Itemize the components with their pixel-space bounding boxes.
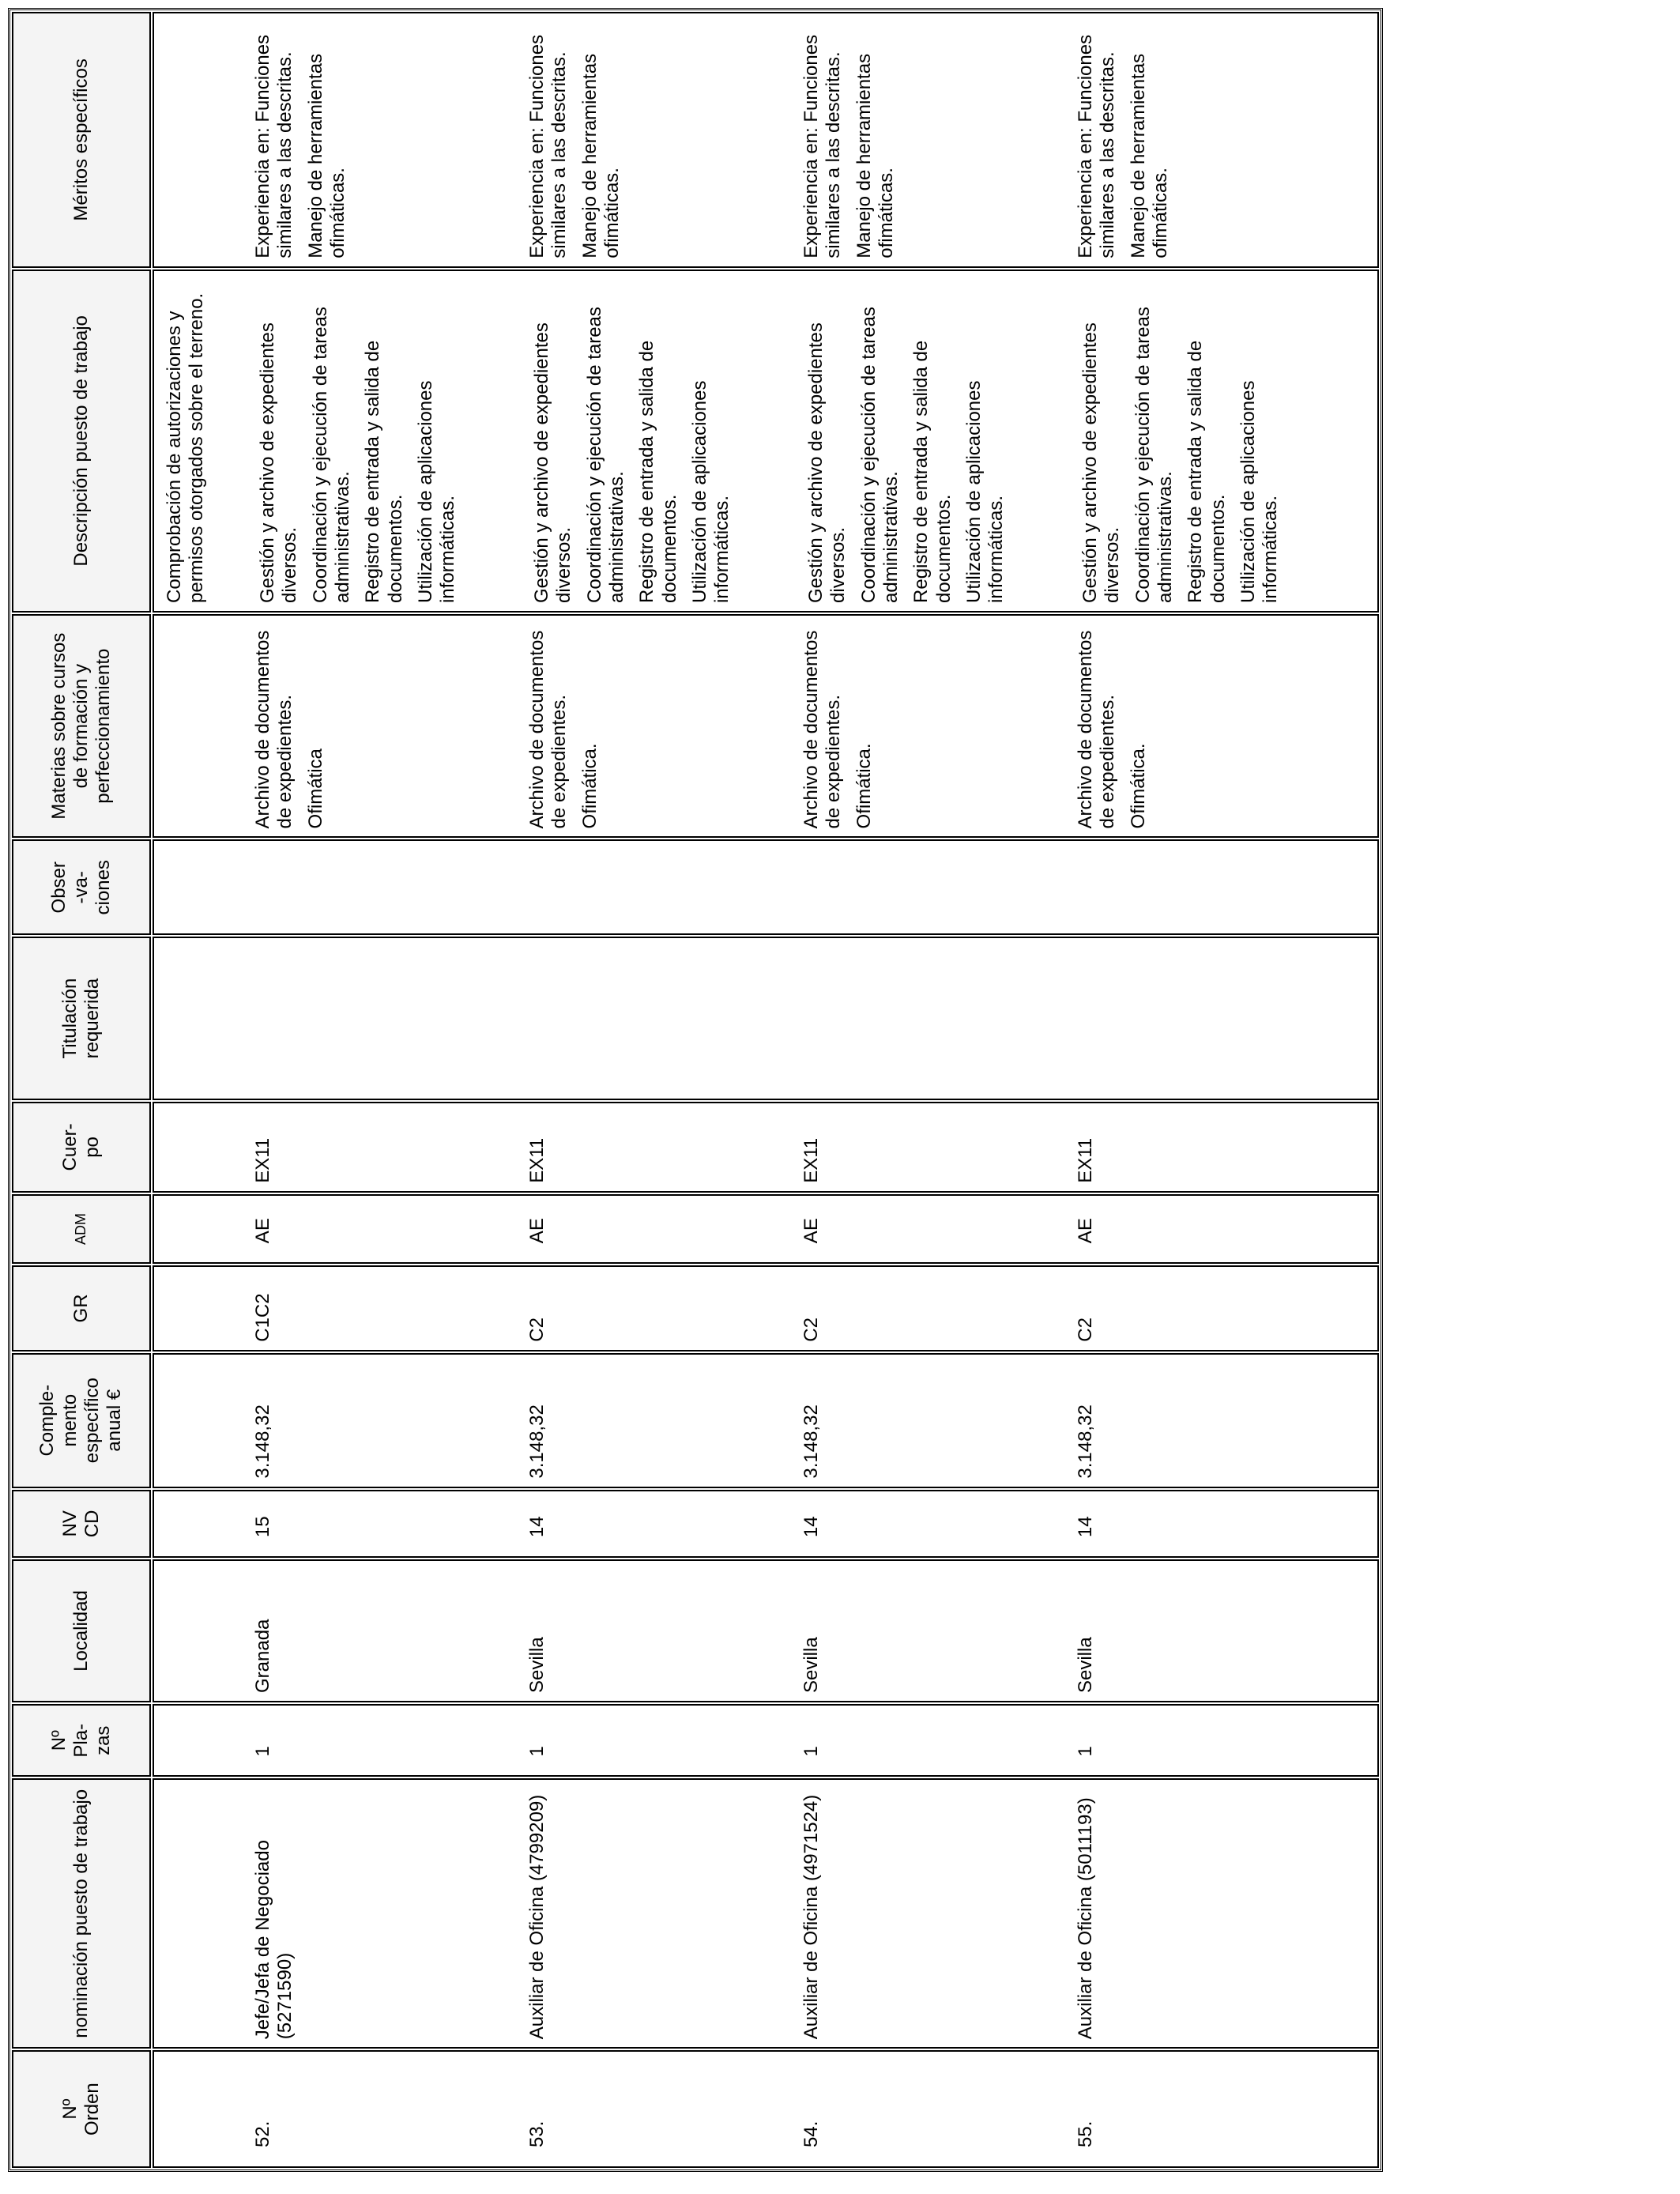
descripcion-item: Gestión y archivo de expedientes diversos. [1079, 322, 1124, 603]
merito-item: Manejo de herramientas ofimáticas. [578, 53, 623, 258]
block-0-nivel: 15 [252, 1516, 273, 1538]
block-3-plazas: 1 [1075, 1746, 1096, 1757]
col-materias [153, 614, 1379, 838]
block-0-meritos [252, 21, 526, 258]
descripcion-item: Utilización de aplicaciones informáticas. [688, 380, 733, 603]
col-denominacion [153, 1778, 1379, 2049]
descripcion-item: Registro de entrada y salida de documentos. [1185, 340, 1229, 603]
header-titulacion: Titulación requerida [12, 937, 151, 1100]
materia-item: Ofimática [304, 748, 326, 829]
block-2-nivel: 14 [800, 1516, 822, 1538]
block-3-complemento: 3.148,32 [1075, 1404, 1096, 1479]
block-2-descripcion [805, 279, 1079, 603]
merito-item: Experiencia en: Funciones similares a las descritas. [1075, 34, 1119, 258]
materia-item: Archivo de documentos de expedientes. [252, 630, 296, 829]
block-1-localidad: Sevilla [526, 1637, 548, 1693]
block-2-plazas: 1 [800, 1746, 822, 1757]
header-grupo: GR [12, 1265, 151, 1351]
materia-item: Ofimática. [578, 743, 601, 829]
top-description-text: Comprobación de autorizaciones y permisos otorgados sobre el terreno. [164, 292, 208, 603]
block-0-observaciones [252, 849, 526, 925]
descripcion-item: Coordinación y ejecución de tareas administrativas. [309, 307, 353, 603]
descripcion-item: Utilización de aplicaciones informáticas. [962, 380, 1008, 603]
block-0-localidad: Granada [252, 1619, 273, 1693]
descripcion-item: Gestión y archivo de expedientes diversos. [805, 322, 849, 603]
col-titulacion [153, 937, 1379, 1100]
block-0-plazas: 1 [252, 1746, 273, 1757]
block-2-materias [800, 624, 1075, 828]
header-orden: Nº Orden [12, 2050, 151, 2168]
block-3-denominacion: Auxiliar de Oficina (5011193) [1075, 1797, 1096, 2040]
block-0-denominacion: Jefe/Jefa de Negociado (5271590) [252, 1840, 296, 2040]
descripcion-item: Gestión y archivo de expedientes diversos. [257, 322, 301, 603]
col-meritos [153, 12, 1379, 268]
block-1-cuerpo: EX11 [526, 1137, 548, 1183]
block-1-complemento: 3.148,32 [526, 1404, 548, 1479]
block-1-grupo: C2 [526, 1318, 548, 1342]
block-1-denominacion: Auxiliar de Oficina (4799209) [526, 1794, 548, 2040]
block-0-complemento: 3.148,32 [252, 1404, 273, 1479]
block-3-adm: AE [1075, 1218, 1096, 1244]
block-3-orden: 55. [1075, 2120, 1096, 2147]
body-row [153, 12, 1379, 2168]
block-3-materias [1075, 624, 1150, 828]
header-localidad: Localidad [12, 1559, 151, 1702]
header-adm: ADM [12, 1194, 151, 1264]
materia-item: Archivo de documentos de expedientes. [800, 630, 845, 829]
block-1-materias [526, 624, 800, 828]
block-3-descripcion [1079, 279, 1283, 603]
block-1-adm: AE [526, 1218, 548, 1244]
col-cuerpo [153, 1102, 1379, 1193]
materia-item: Ofimática. [853, 743, 875, 829]
descripcion-item: Gestión y archivo de expedientes diversos. [531, 322, 575, 603]
block-3-localidad: Sevilla [1075, 1637, 1096, 1693]
materia-item: Ofimática. [1127, 743, 1149, 829]
descripcion-item: Coordinación y ejecución de tareas administrativas. [583, 307, 627, 603]
block-1-titulacion [526, 946, 800, 1091]
header-plazas: Nº Pla- zas [12, 1704, 151, 1777]
block-0-titulacion [252, 946, 526, 1091]
block-0-grupo: C1C2 [252, 1293, 273, 1342]
block-2-complemento: 3.148,32 [800, 1404, 822, 1479]
header-materias: Materias sobre cursos de formación y perfeccionamiento [12, 614, 151, 838]
block-2-denominacion: Auxiliar de Oficina (4971524) [800, 1794, 822, 2040]
descripcion-item: Coordinación y ejecución de tareas administrativas. [1132, 307, 1176, 603]
col-complemento [153, 1353, 1379, 1488]
block-2-adm: AE [800, 1218, 822, 1244]
merito-item: Experiencia en: Funciones similares a las descritas. [800, 34, 845, 258]
block-0-descripcion [257, 279, 531, 603]
materia-item: Archivo de documentos de expedientes. [1075, 630, 1119, 829]
col-localidad [153, 1559, 1379, 1702]
block-0-materias [252, 624, 526, 828]
block-3-grupo: C2 [1075, 1318, 1096, 1342]
header-nivel: NV CD [12, 1490, 151, 1558]
col-orden [153, 2050, 1379, 2168]
col-adm [153, 1194, 1379, 1264]
descripcion-item: Utilización de aplicaciones informáticas. [1237, 380, 1282, 603]
header-row [12, 12, 151, 2168]
block-1-plazas: 1 [526, 1746, 548, 1757]
col-descripcion [153, 270, 1379, 613]
descripcion-item: Utilización de aplicaciones informáticas. [414, 380, 459, 603]
col-plazas [153, 1704, 1379, 1777]
block-2-orden: 54. [800, 2120, 822, 2147]
block-2-observaciones [800, 849, 1075, 925]
header-meritos: Méritos específicos [12, 12, 151, 268]
block-2-grupo: C2 [800, 1318, 822, 1342]
header-denominacion: nominación puesto de trabajo [12, 1778, 151, 2049]
block-1-observaciones [526, 849, 800, 925]
merito-item: Manejo de herramientas ofimáticas. [304, 53, 348, 258]
block-2-cuerpo: EX11 [800, 1137, 822, 1183]
block-2-titulacion [800, 946, 1075, 1091]
block-1-orden: 53. [526, 2120, 548, 2147]
merito-item: Manejo de herramientas ofimáticas. [853, 53, 897, 258]
table-body [153, 12, 1379, 2168]
header-descripcion: Descripción puesto de trabajo [12, 270, 151, 613]
block-1-nivel: 14 [526, 1516, 548, 1538]
merito-item: Experiencia en: Funciones similares a las descritas. [252, 34, 296, 258]
block-2-meritos [800, 21, 1075, 258]
block-3-cuerpo: EX11 [1075, 1137, 1096, 1183]
block-0-adm: AE [252, 1218, 273, 1244]
block-3-nivel: 14 [1075, 1516, 1096, 1538]
block-1-meritos [526, 21, 800, 258]
header-observaciones: Obser -va- ciones [12, 839, 151, 935]
descripcion-item: Registro de entrada y salida de documentos. [636, 340, 680, 603]
block-3-meritos [1075, 21, 1172, 258]
top-description [159, 279, 257, 603]
block-0-cuerpo: EX11 [252, 1137, 273, 1183]
col-grupo [153, 1265, 1379, 1351]
block-1-descripcion [531, 279, 805, 603]
block-0-orden: 52. [252, 2120, 273, 2147]
materia-item: Archivo de documentos de expedientes. [526, 630, 571, 829]
header-cuerpo: Cuer- po [12, 1102, 151, 1193]
merito-item: Manejo de herramientas ofimáticas. [1127, 53, 1171, 258]
descripcion-item: Coordinación y ejecución de tareas administrativas. [857, 307, 902, 603]
rpt-table [8, 8, 1383, 2172]
col-nivel [153, 1490, 1379, 1558]
descripcion-item: Registro de entrada y salida de documentos. [362, 340, 406, 603]
descripcion-item: Registro de entrada y salida de documentos. [910, 340, 955, 603]
merito-item: Experiencia en: Funciones similares a las descritas. [526, 34, 571, 258]
header-complemento: Comple- mento específico anual € [12, 1353, 151, 1488]
block-2-localidad: Sevilla [800, 1637, 822, 1693]
col-observaciones [153, 839, 1379, 935]
